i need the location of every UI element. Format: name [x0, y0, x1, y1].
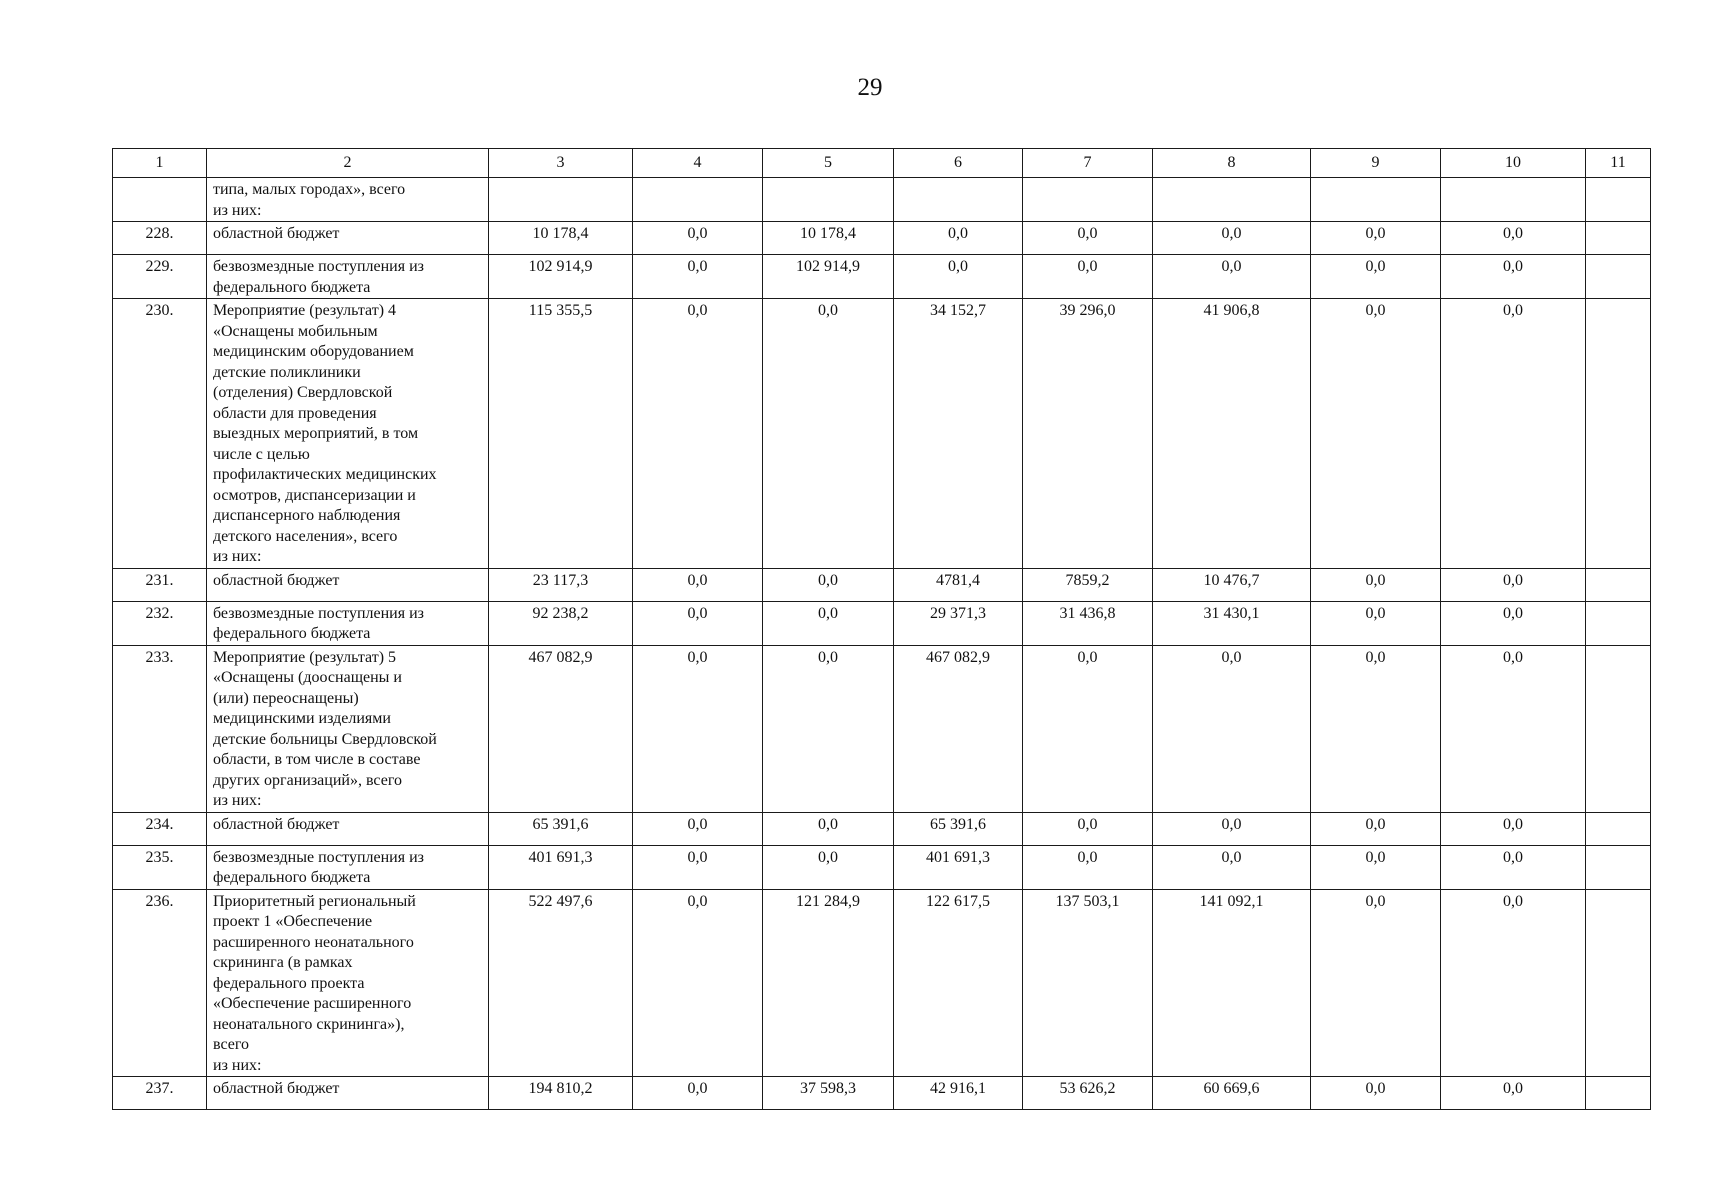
value-cell-col-7: 53 626,2: [1023, 1077, 1153, 1110]
table-row: [113, 255, 1651, 299]
description-line: областной бюджет: [213, 815, 340, 833]
row-number: 233.: [113, 645, 207, 812]
value-cell-col-4: 0,0: [633, 845, 763, 889]
value-cell-col-7: 7859,2: [1023, 568, 1153, 601]
value-cell-col-6: 4781,4: [894, 568, 1023, 601]
value-cell-col-10: 0,0: [1441, 299, 1586, 569]
table-row: [113, 845, 1651, 889]
row-description: [207, 178, 489, 222]
value-cell-col-4: 0,0: [633, 889, 763, 1077]
description-line: типа, малых городах», всего: [213, 181, 406, 198]
description-line: Приоритетный региональный: [213, 892, 416, 910]
table-row: [113, 1077, 1651, 1110]
description-line: медицинским оборудованием: [213, 343, 414, 360]
value-cell-col-6: [894, 178, 1023, 222]
value-cell-col-7: 0,0: [1023, 222, 1153, 255]
value-cell-col-3: 23 117,3: [489, 568, 633, 601]
value-cell-col-6: 29 371,3: [894, 601, 1023, 645]
value-cell-col-9: 0,0: [1311, 645, 1441, 812]
table-row: [113, 568, 1651, 601]
value-cell-col-8: 41 906,8: [1153, 299, 1311, 569]
value-cell-col-6: 122 617,5: [894, 889, 1023, 1077]
value-cell-col-11: [1586, 601, 1651, 645]
description-line: областной бюджет: [213, 571, 340, 589]
value-cell-col-10: 0,0: [1441, 1077, 1586, 1110]
row-description: [207, 299, 489, 569]
value-cell-col-3: [489, 178, 633, 222]
description-line: других организаций», всего: [213, 771, 402, 789]
value-cell-col-6: 65 391,6: [894, 812, 1023, 845]
description-line: области, в том числе в составе: [213, 751, 421, 768]
value-cell-col-8: 0,0: [1153, 255, 1311, 299]
value-cell-col-9: 0,0: [1311, 1077, 1441, 1110]
table-row: [113, 812, 1651, 845]
value-cell-col-10: 0,0: [1441, 889, 1586, 1077]
description-line: из них:: [213, 201, 262, 219]
value-cell-col-11: [1586, 1077, 1651, 1110]
value-cell-col-9: 0,0: [1311, 889, 1441, 1077]
value-cell-col-3: 65 391,6: [489, 812, 633, 845]
column-header-10: 10: [1441, 149, 1586, 178]
value-cell-col-10: [1441, 178, 1586, 222]
value-cell-col-8: 141 092,1: [1153, 889, 1311, 1077]
value-cell-col-8: 10 476,7: [1153, 568, 1311, 601]
table-row: [113, 889, 1651, 1077]
description-line: детские больницы Свердловской: [213, 730, 437, 748]
value-cell-col-7: 137 503,1: [1023, 889, 1153, 1077]
value-cell-col-6: 401 691,3: [894, 845, 1023, 889]
table-row: [113, 178, 1651, 222]
row-description: [207, 645, 489, 812]
description-line: проект 1 «Обеспечение: [213, 913, 373, 930]
description-line: Мероприятие (результат) 5: [213, 648, 397, 666]
description-line: безвозмездные поступления из: [213, 604, 424, 622]
row-number: 234.: [113, 812, 207, 845]
description-line: безвозмездные поступления из: [213, 258, 424, 275]
value-cell-col-5: 10 178,4: [763, 222, 894, 255]
description-line: из них:: [213, 1056, 262, 1074]
description-line: скрининга (в рамках: [213, 954, 353, 971]
description-line: (отделения) Свердловской: [213, 384, 393, 401]
value-cell-col-4: 0,0: [633, 299, 763, 569]
row-description: [207, 1077, 489, 1110]
value-cell-col-9: 0,0: [1311, 299, 1441, 569]
value-cell-col-3: 92 238,2: [489, 601, 633, 645]
value-cell-col-9: 0,0: [1311, 845, 1441, 889]
row-number: 231.: [113, 568, 207, 601]
column-header-2: 2: [207, 149, 489, 178]
value-cell-col-4: [633, 178, 763, 222]
value-cell-col-9: 0,0: [1311, 601, 1441, 645]
row-number: 228.: [113, 222, 207, 255]
value-cell-col-5: 0,0: [763, 645, 894, 812]
value-cell-col-9: 0,0: [1311, 568, 1441, 601]
row-description: [207, 255, 489, 299]
value-cell-col-6: 42 916,1: [894, 1077, 1023, 1110]
value-cell-col-4: 0,0: [633, 222, 763, 255]
column-header-7: 7: [1023, 149, 1153, 178]
table-row: [113, 222, 1651, 255]
description-line: из них:: [213, 792, 262, 809]
description-line: «Оснащены мобильным: [213, 322, 378, 340]
column-header-6: 6: [894, 149, 1023, 178]
row-description: [207, 601, 489, 645]
row-number: 230.: [113, 299, 207, 569]
value-cell-col-4: 0,0: [633, 1077, 763, 1110]
value-cell-col-6: 467 082,9: [894, 645, 1023, 812]
value-cell-col-9: 0,0: [1311, 255, 1441, 299]
value-cell-col-5: 0,0: [763, 568, 894, 601]
column-header-4: 4: [633, 149, 763, 178]
description-line: неонатального скрининга»),: [213, 1015, 405, 1033]
value-cell-col-5: 0,0: [763, 812, 894, 845]
value-cell-col-11: [1586, 299, 1651, 569]
value-cell-col-3: 10 178,4: [489, 222, 633, 255]
row-description: [207, 812, 489, 845]
value-cell-col-10: 0,0: [1441, 222, 1586, 255]
value-cell-col-11: [1586, 222, 1651, 255]
value-cell-col-11: [1586, 645, 1651, 812]
table-row: [113, 601, 1651, 645]
description-line: областной бюджет: [213, 1080, 340, 1097]
value-cell-col-8: 60 669,6: [1153, 1077, 1311, 1110]
value-cell-col-8: [1153, 178, 1311, 222]
value-cell-col-10: 0,0: [1441, 568, 1586, 601]
value-cell-col-4: 0,0: [633, 255, 763, 299]
value-cell-col-3: 194 810,2: [489, 1077, 633, 1110]
value-cell-col-3: 401 691,3: [489, 845, 633, 889]
value-cell-col-10: 0,0: [1441, 645, 1586, 812]
column-header-1: 1: [113, 149, 207, 178]
value-cell-col-6: 0,0: [894, 222, 1023, 255]
row-description: [207, 222, 489, 255]
value-cell-col-9: 0,0: [1311, 222, 1441, 255]
value-cell-col-4: 0,0: [633, 568, 763, 601]
description-line: федерального проекта: [213, 974, 365, 992]
row-description: [207, 568, 489, 601]
description-line: федерального бюджета: [213, 278, 371, 296]
description-line: детского населения», всего: [213, 527, 398, 545]
description-line: числе с целью: [213, 445, 310, 463]
row-number: 229.: [113, 255, 207, 299]
description-line: детские поликлиники: [213, 363, 361, 381]
value-cell-col-9: 0,0: [1311, 812, 1441, 845]
value-cell-col-11: [1586, 889, 1651, 1077]
value-cell-col-7: [1023, 178, 1153, 222]
value-cell-col-4: 0,0: [633, 601, 763, 645]
value-cell-col-6: 34 152,7: [894, 299, 1023, 569]
row-description: [207, 845, 489, 889]
value-cell-col-10: 0,0: [1441, 255, 1586, 299]
header-row: [113, 149, 1651, 178]
description-line: безвозмездные поступления из: [213, 848, 424, 866]
description-line: Мероприятие (результат) 4: [213, 302, 397, 319]
value-cell-col-7: 31 436,8: [1023, 601, 1153, 645]
value-cell-col-8: 0,0: [1153, 222, 1311, 255]
row-number: 235.: [113, 845, 207, 889]
description-line: выездных мероприятий, в том: [213, 425, 419, 442]
value-cell-col-11: [1586, 568, 1651, 601]
value-cell-col-10: 0,0: [1441, 812, 1586, 845]
value-cell-col-7: 0,0: [1023, 645, 1153, 812]
column-header-3: 3: [489, 149, 633, 178]
description-line: расширенного неонатального: [213, 933, 414, 951]
value-cell-col-8: 0,0: [1153, 812, 1311, 845]
description-line: (или) переоснащены): [213, 689, 359, 707]
value-cell-col-7: 0,0: [1023, 255, 1153, 299]
value-cell-col-8: 0,0: [1153, 845, 1311, 889]
value-cell-col-6: 0,0: [894, 255, 1023, 299]
description-line: медицинскими изделиями: [213, 710, 391, 727]
column-header-11: 11: [1586, 149, 1651, 178]
value-cell-col-3: 467 082,9: [489, 645, 633, 812]
value-cell-col-10: 0,0: [1441, 601, 1586, 645]
value-cell-col-4: 0,0: [633, 812, 763, 845]
row-number: 232.: [113, 601, 207, 645]
description-line: областной бюджет: [213, 225, 340, 242]
value-cell-col-5: 37 598,3: [763, 1077, 894, 1110]
value-cell-col-5: 0,0: [763, 299, 894, 569]
value-cell-col-7: 0,0: [1023, 845, 1153, 889]
column-header-9: 9: [1311, 149, 1441, 178]
table-row: [113, 645, 1651, 812]
description-line: федерального бюджета: [213, 625, 371, 642]
value-cell-col-3: 102 914,9: [489, 255, 633, 299]
value-cell-col-5: 102 914,9: [763, 255, 894, 299]
row-description: [207, 889, 489, 1077]
budget-table: [112, 148, 1651, 1110]
value-cell-col-7: 0,0: [1023, 812, 1153, 845]
value-cell-col-8: 31 430,1: [1153, 601, 1311, 645]
value-cell-col-5: 121 284,9: [763, 889, 894, 1077]
description-line: области для проведения: [213, 404, 377, 422]
value-cell-col-10: 0,0: [1441, 845, 1586, 889]
table-row: [113, 299, 1651, 569]
value-cell-col-7: 39 296,0: [1023, 299, 1153, 569]
value-cell-col-3: 522 497,6: [489, 889, 633, 1077]
description-line: диспансерного наблюдения: [213, 507, 401, 524]
value-cell-col-5: [763, 178, 894, 222]
column-header-8: 8: [1153, 149, 1311, 178]
row-number: 237.: [113, 1077, 207, 1110]
description-line: из них:: [213, 548, 262, 565]
description-line: осмотров, диспансеризации и: [213, 486, 416, 504]
value-cell-col-11: [1586, 812, 1651, 845]
row-number: 236.: [113, 889, 207, 1077]
value-cell-col-4: 0,0: [633, 645, 763, 812]
description-line: всего: [213, 1036, 250, 1053]
value-cell-col-5: 0,0: [763, 601, 894, 645]
description-line: профилактических медицинских: [213, 466, 437, 483]
description-line: «Обеспечение расширенного: [213, 995, 412, 1012]
value-cell-col-11: [1586, 178, 1651, 222]
row-number: [113, 178, 207, 222]
description-line: «Оснащены (дооснащены и: [213, 669, 402, 686]
page-number: 29: [857, 74, 883, 101]
description-line: федерального бюджета: [213, 869, 371, 886]
value-cell-col-5: 0,0: [763, 845, 894, 889]
column-header-5: 5: [763, 149, 894, 178]
value-cell-col-8: 0,0: [1153, 645, 1311, 812]
value-cell-col-11: [1586, 255, 1651, 299]
value-cell-col-9: [1311, 178, 1441, 222]
value-cell-col-3: 115 355,5: [489, 299, 633, 569]
value-cell-col-11: [1586, 845, 1651, 889]
